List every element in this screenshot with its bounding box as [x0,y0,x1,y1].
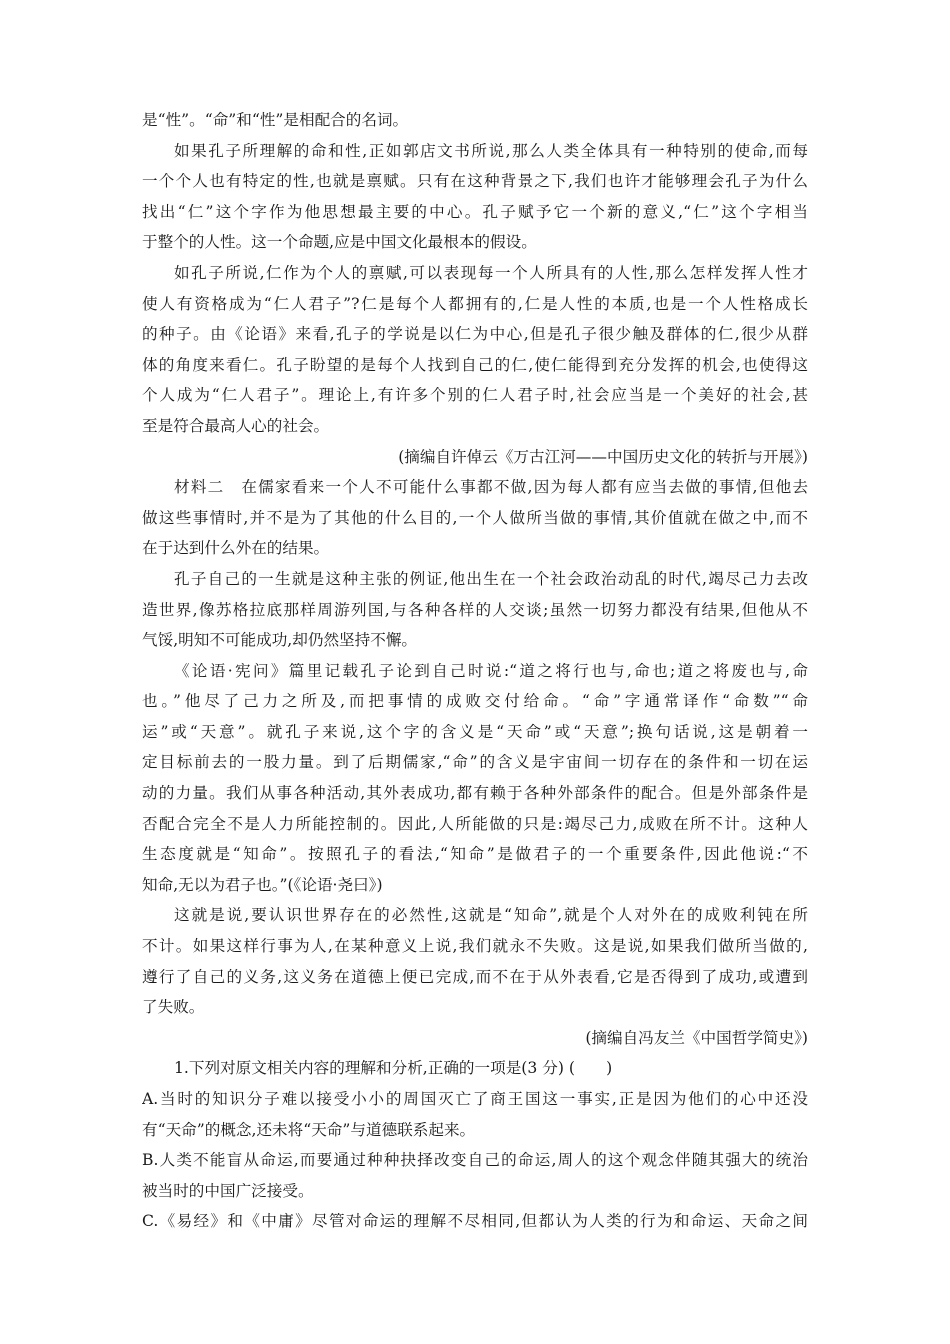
text-line: 是“性”。“命”和“性”是相配合的名词。 [142,111,409,129]
text-line: 的种子。由《论语》来看,孔子的学说是以仁为中心,但是孔子很少触及群体的仁,很少从群 [142,325,808,344]
paragraph-start-line: 如果孔子所理解的命和性,正如郭店文书所说,那么人类全体具有一种特别的使命,而每 [174,141,808,160]
text-line: 做这些事情时,并不是为了其他的什么目的,一个人做所当做的事情,其价值就在做之中,而不 [142,508,808,527]
option-b: B.人类不能盲从命运,而要通过种种抉择改变自己的命运,周人的这个观念伴随其强大的统治 [142,1151,808,1170]
text-line: 遵行了自己的义务,这义务在道德上便已完成,而不在于从外表看,它是否得到了成功,或遭到 [142,967,808,986]
paragraph-start-line: 孔子自己的一生就是这种主张的例证,他出生在一个社会政治动乱的时代,竭尽己力去改 [174,569,808,588]
text-line: 造世界,像苏格拉底那样周游列国,与各种各样的人交谈;虽然一切努力都没有结果,但他从不 [142,600,808,619]
text-line: 定目标前去的一股力量。到了后期儒家,“命”的含义是宇宙间一切存在的条件和一切在运 [142,753,808,772]
text-line: 至是符合最高人心的社会。 [142,416,330,435]
text-line: 在于达到什么外在的结果。 [142,539,330,558]
text-line: 气馁,明知不可能成功,却仍然坚持不懈。 [142,631,418,650]
text-line: 否配合完全不是人力所能控制的。因此,人所能做的只是:竭尽己力,成败在所不计。这种人 [142,814,808,833]
text-line: 一个个人也有特定的性,也就是禀赋。只有在这种背景之下,我们也许才能够理会孔子为什么 [142,172,808,191]
text-line: 不计。如果这样行事为人,在某种意义上说,我们就永不失败。这是说,如果我们做所当做的, [142,937,808,956]
source-citation: (摘编自许倬云《万古江河——中国历史文化的转折与开展》) [398,447,808,466]
text-line: 于整个的人性。这一个命题,应是中国文化最根本的假设。 [142,233,537,252]
text-line: 找出“仁”这个字作为他思想最主要的中心。孔子赋予它一个新的意义,“仁”这个字相当 [142,202,808,221]
paragraph-start-line: 材料二 在儒家看来一个人不可能什么事都不做,因为每人都有应当去做的事情,但他去 [174,478,808,497]
option-a: A.当时的知识分子难以接受小小的周国灭亡了商王国这一事实,正是因为他们的心中还没 [142,1090,808,1108]
text-line: 了失败。 [142,998,205,1017]
option-b-continued: 被当时的中国广泛接受。 [142,1181,314,1200]
paragraph-start-line: 《论语·宪问》篇里记载孔子论到自己时说:“道之将行也与,命也;道之将废也与,命 [174,661,808,680]
text-line: 知命,无以为君子也。”(《论语·尧曰》) [142,875,383,894]
source-citation: (摘编自冯友兰《中国哲学简史》) [585,1028,808,1047]
text-line: 体的角度来看仁。孔子盼望的是每个人找到自己的仁,使仁能得到充分发挥的机会,也使得这 [142,355,808,374]
text-line: 使人有资格成为“仁人君子”?仁是每个人都拥有的,仁是人性的本质,也是一个人性格成长 [142,294,808,313]
text-line: 动的力量。我们从事各种活动,其外表成功,都有赖于各种外部条件的配合。但是外部条件是 [142,784,808,803]
option-c: C.《易经》和《中庸》尽管对命运的理解不尽相同,但都认为人类的行为和命运、天命之间 [142,1212,808,1231]
text-line: 生态度就是“知命”。按照孔子的看法,“知命”是做君子的一个重要条件,因此他说:“不 [142,845,808,864]
text-line: 运”或“天意”。就孔子来说,这个字的含义是“天命”或“天意”;换句话说,这是朝着一 [142,722,808,741]
question-stem: 1.下列对原文相关内容的理解和分析,正确的一项是(3 分) ( ) [174,1059,613,1078]
text-column [142,105,808,1237]
option-a-continued: 有“天命”的概念,还未将“天命”与道德联系起来。 [142,1120,476,1139]
paragraph-start-line: 如孔子所说,仁作为个人的禀赋,可以表现每一个人所具有的人性,那么怎样发挥人性才 [174,263,808,282]
text-line: 也。”他尽了己力之所及,而把事情的成败交付给命。“命”字通常译作“命数”“命 [142,692,808,711]
text-line: 个人成为“仁人君子”。理论上,有许多个别的仁人君子时,社会应当是一个美好的社会,甚 [142,386,808,405]
paragraph-start-line: 这就是说,要认识世界存在的必然性,这就是“知命”,就是个人对外在的成败利钝在所 [174,906,808,925]
